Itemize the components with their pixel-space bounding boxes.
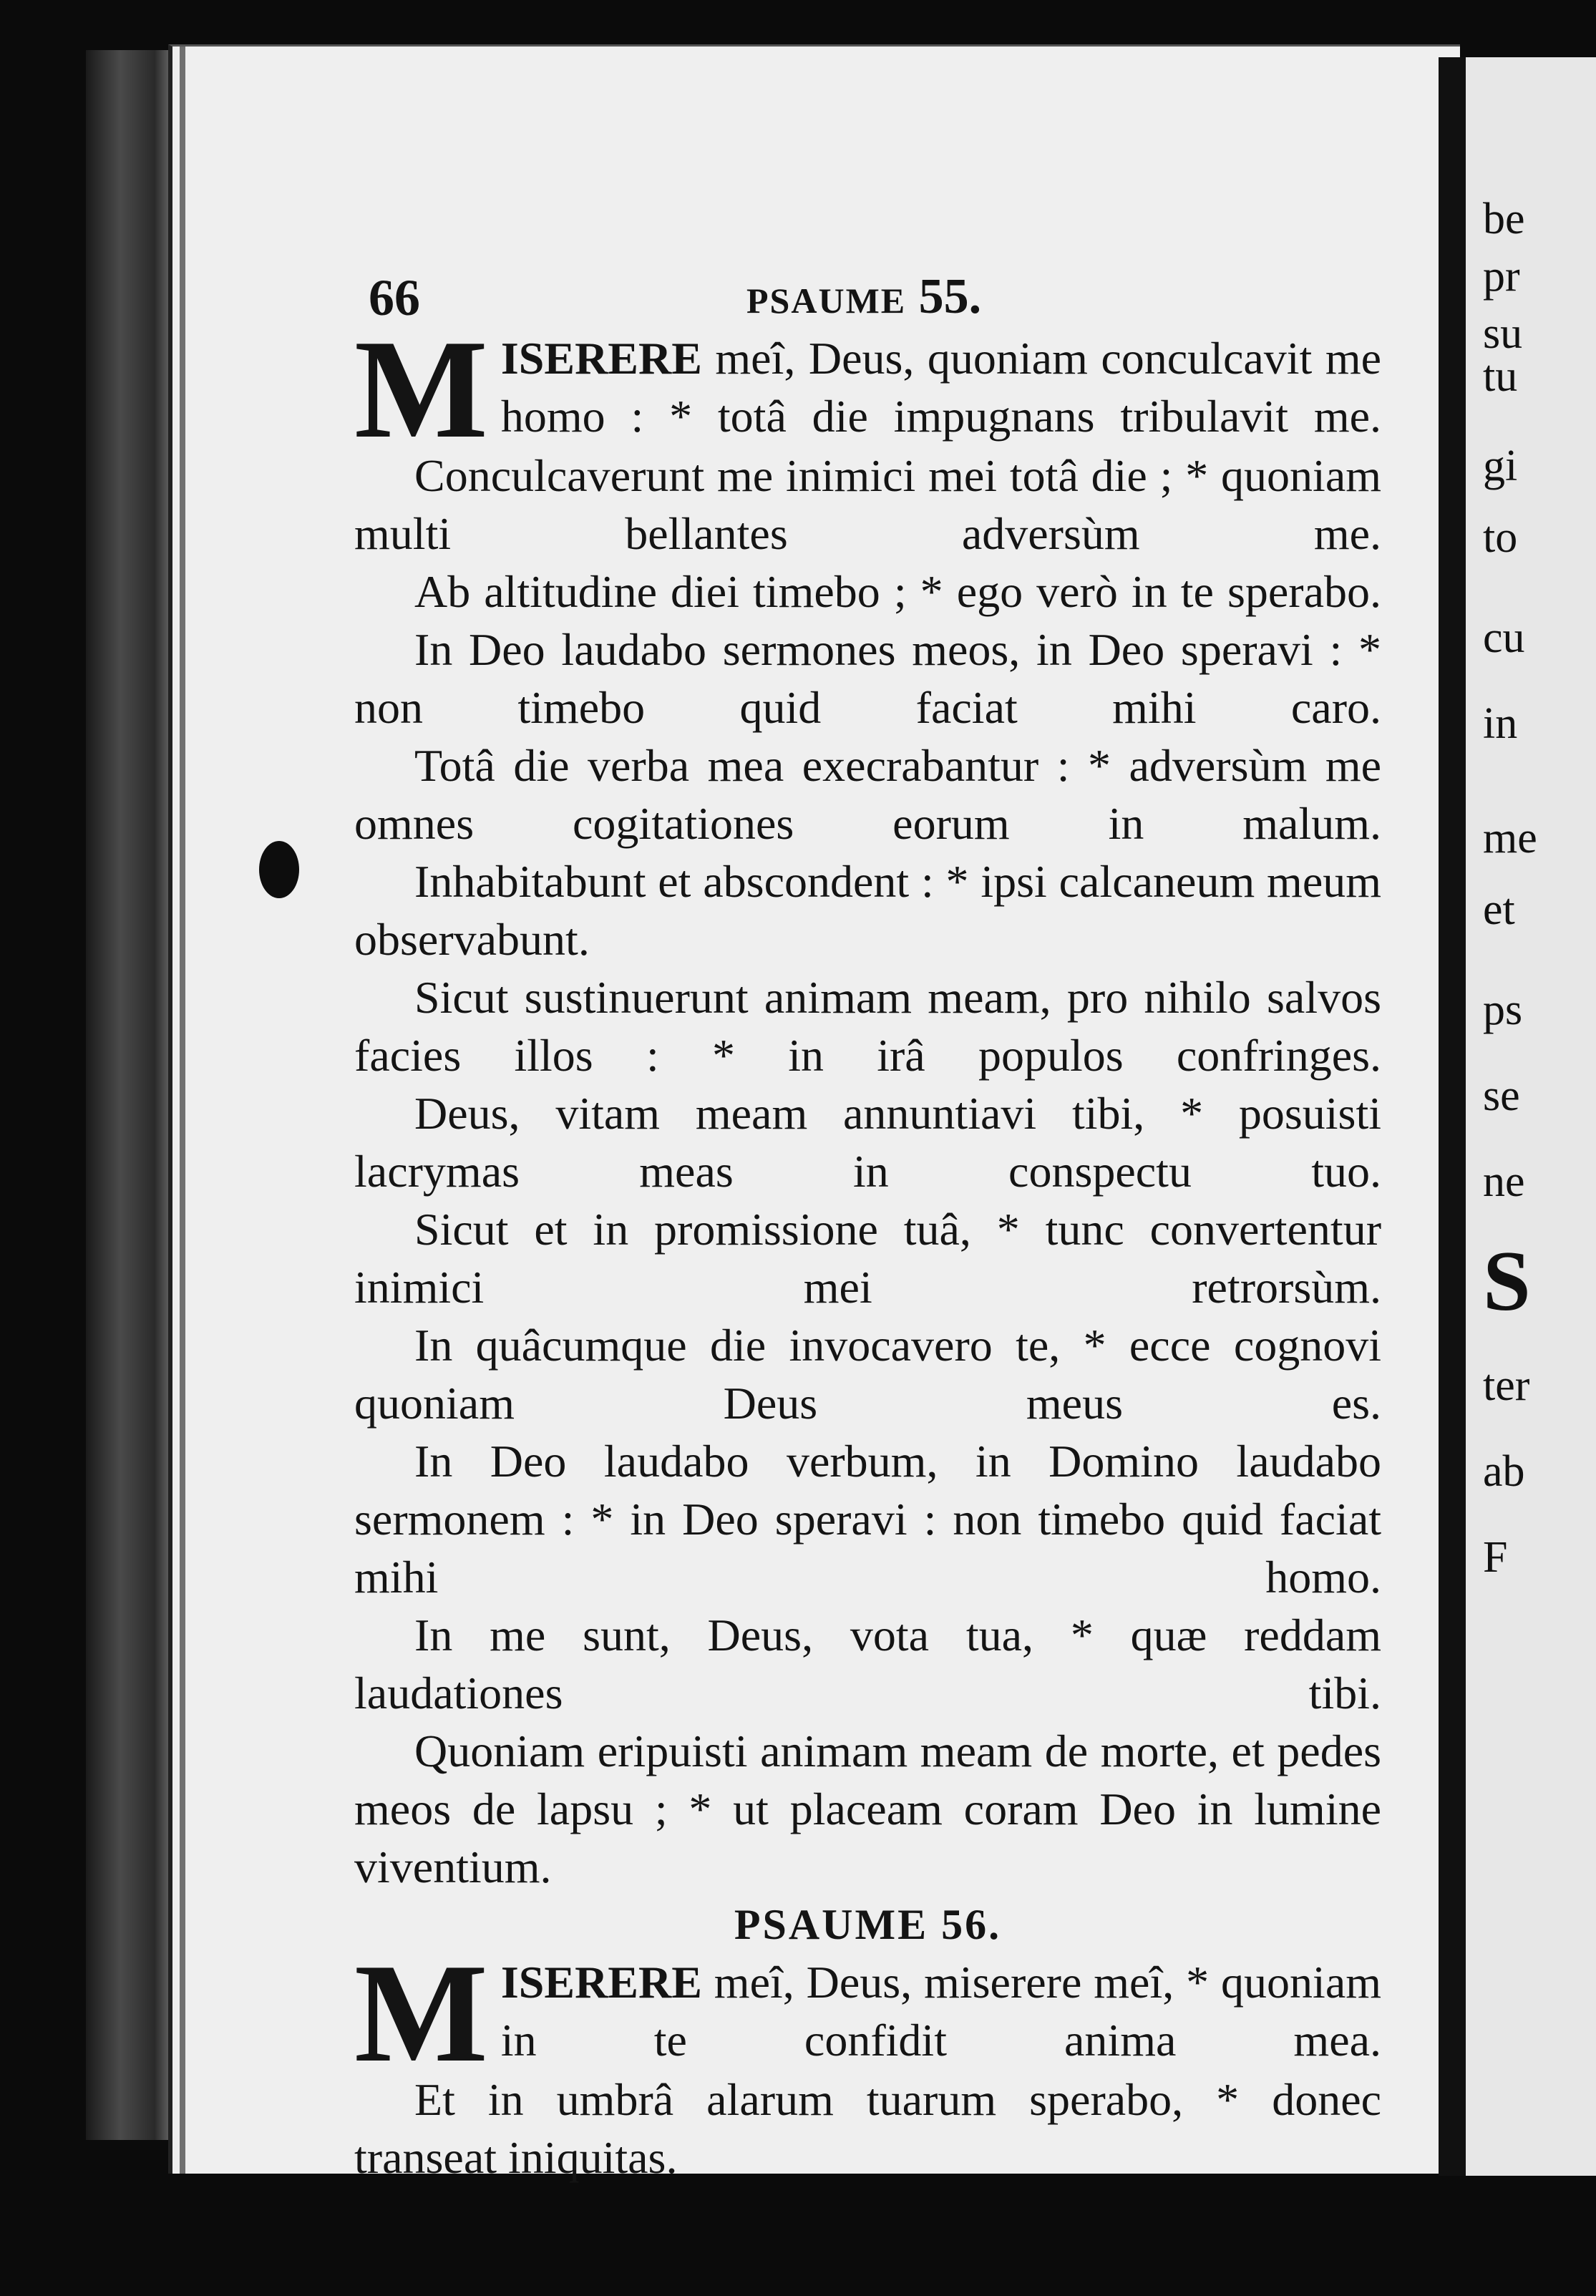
verse: Conculcaverunt me inimici mei totâ die ; * quoniam multi bellantes adversùm me.: [354, 450, 1381, 559]
facing-fragment: in: [1483, 699, 1518, 748]
verse: Totâ die verba mea execrabantur : * adversùm me omnes cogitationes eorum in malum.: [354, 740, 1381, 849]
facing-fragment: ter: [1483, 1361, 1530, 1410]
running-head-number: 55.: [918, 269, 982, 324]
facing-fragment: gi: [1483, 442, 1518, 490]
verse: In quâcumque die invocavero te, * ecce cognovi quoniam Deus meus es.: [354, 1320, 1381, 1429]
ink-blot: [259, 841, 299, 898]
verse: Sicut et in promissione tuâ, * tunc convertentur inimici mei retrorsùm.: [354, 1204, 1381, 1313]
facing-fragment: se: [1483, 1071, 1520, 1120]
psalm56-heading: [354, 1896, 1381, 1953]
facing-fragment: be: [1483, 195, 1525, 243]
facing-fragment: pr: [1483, 252, 1520, 301]
opening-small-caps: ISERERE: [500, 1957, 702, 2008]
drop-cap: M: [354, 1953, 488, 2071]
facing-fragment: F: [1483, 1533, 1508, 1582]
verse: Ab altitudine diei timebo ; * ego verò in te sperabo.: [414, 566, 1381, 617]
facing-fragment: ps: [1483, 986, 1523, 1034]
facing-fragment: ne: [1483, 1157, 1525, 1206]
facing-fragment: su: [1483, 309, 1523, 358]
facing-fragment: to: [1483, 513, 1518, 562]
verse: Quoniam eripuisti animam meam de morte, et pedes meos de lapsu ; * ut placeam coram Deo in lumine viventium.: [354, 1726, 1381, 1892]
verse: Sicut sustinuerunt animam meam, pro nihilo salvos facies illos : * in irâ populos confringes.: [354, 972, 1381, 1081]
facing-page: [1466, 57, 1596, 2176]
psalm55-opening-verse: [354, 329, 1381, 447]
verse: Inhabitabunt et abscondent : * ipsi calcaneum meum observabunt.: [354, 856, 1381, 965]
verse: In Deo laudabo verbum, in Domino laudabo sermonem : * in Deo speravi : non timebo quid faciat mihi homo.: [354, 1436, 1381, 1602]
psalm56-opening-verse: [354, 1953, 1381, 2071]
verse: In Deo laudabo sermones meos, in Deo speravi : * non timebo quid faciat mihi caro.: [354, 624, 1381, 733]
page-header: [354, 269, 1381, 326]
facing-fragment: tu: [1483, 352, 1518, 401]
psalm56-heading-label: PSAUME: [734, 1901, 929, 1948]
facing-fragment: ab: [1483, 1447, 1525, 1496]
opening-verse-text: meî, Deus, miserere meî, * quoniam in te confidit anima mea.: [500, 1957, 1381, 2066]
verse: Et in umbrâ alarum tuarum sperabo, * donec transeat iniquitas.: [354, 2074, 1381, 2183]
book-gutter: [1439, 57, 1466, 2176]
running-head: [746, 269, 982, 324]
page-text: [354, 269, 1381, 2186]
page-number: 66: [369, 269, 420, 326]
verse: In me sunt, Deus, vota tua, * quæ reddam laudationes tibi.: [354, 1610, 1381, 1718]
facing-fragment: S: [1483, 1233, 1531, 1328]
psalm56-heading-number: 56.: [941, 1901, 1002, 1948]
opening-verse-text: meî, Deus, quoniam conculcavit me homo : * totâ die impugnans tribulavit me.: [500, 333, 1381, 442]
verse: Deus, vitam meam annuntiavi tibi, * posuisti lacrymas meas in conspectu tuo.: [354, 1088, 1381, 1197]
facing-fragment: me: [1483, 814, 1537, 862]
running-head-label: PSAUME: [746, 281, 907, 321]
opening-small-caps: ISERERE: [500, 333, 702, 384]
facing-fragment: cu: [1483, 613, 1525, 662]
drop-cap: M: [354, 329, 488, 447]
facing-fragment: et: [1483, 885, 1515, 934]
